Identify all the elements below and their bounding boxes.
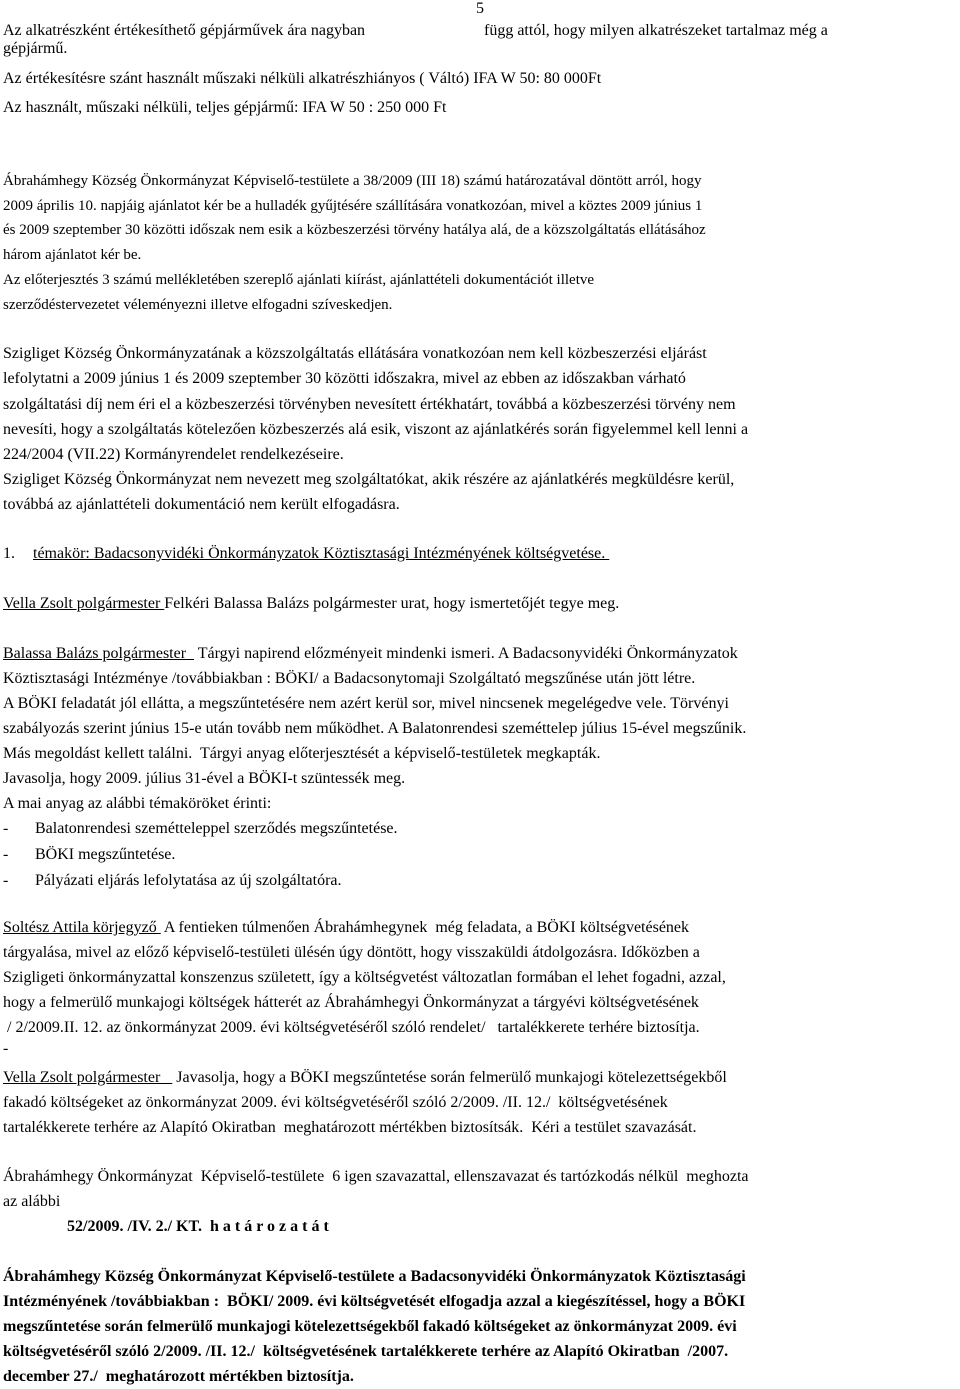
speaker-vella-2: Vella Zsolt polgármester <box>3 1069 173 1086</box>
stray-dash: - <box>3 1040 9 1057</box>
speaker-soltesz: Soltész Attila körjegyző <box>3 919 161 936</box>
p6-line: fakadó költségeket az önkormányzat 2009. évi költségvetéséről szóló 2/2009. /II. 12./ költségvetésének <box>3 1094 668 1111</box>
p4-line: Javasolja, hogy 2009. július 31-ével a BÖKI-t szüntessék meg. <box>3 770 406 787</box>
p5-line: tárgyalása, mivel az előző képviselő-testületi ülésén úgy döntött, hogy visszaküldi átdolgozásra. Időközben a <box>3 944 700 961</box>
p3-line <box>3 595 619 613</box>
resolution-line: december 27./ meghatározott mértékben biztosítja. <box>3 1368 354 1385</box>
p2-line: 224/2004 (VII.22) Kormányrendelet rendelkezéseire. <box>3 446 344 463</box>
speaker-balassa: Balassa Balázs polgármester <box>3 645 195 662</box>
bullet-item: - BÖKI megszűntetése. <box>3 846 176 863</box>
p3-text: Felkéri Balassa Balázs polgármester urat, hogy ismertetőjét tegye meg. <box>164 595 620 612</box>
vote-line-1: Ábrahámhegy Önkormányzat Képviselő-testülete 6 igen szavazattal, ellenszavazat és tartózkodás nélkül meghozta <box>3 1168 749 1185</box>
p4-line: A mai anyag az alábbi témaköröket érinti: <box>3 795 272 812</box>
p6-line: tartalékkerete terhére az Alapító Okiratban meghatározott mértékben biztosítsák. Kéri a testület szavazását. <box>3 1119 697 1136</box>
p5-line: / 2/2009.II. 12. az önkormányzat 2009. évi költségvetéséről szóló rendelet/ tartalékkerete terhére biztosítja. <box>3 1019 700 1036</box>
topic-number: 1. <box>3 545 15 562</box>
bullet-item: - Pályázati eljárás lefolytatása az új szolgáltatóra. <box>3 872 342 889</box>
vote-line-2: az alábbi <box>3 1193 61 1210</box>
topic-heading <box>3 545 609 563</box>
bullet-text: Pályázati eljárás lefolytatása az új szolgáltatóra. <box>35 872 342 889</box>
top-line-2: gépjármű. <box>3 40 68 57</box>
topic-title: témakör: Badacsonyvidéki Önkormányzatok Köztisztasági Intézményének költségvetése. <box>33 545 610 562</box>
p1-line: Ábrahámhegy Község Önkormányzat Képviselő-testülete a 38/2009 (III 18) számú határozatával döntött arról, hogy <box>3 173 702 189</box>
p2-line: továbbá az ajánlattételi dokumentáció nem került elfogadásra. <box>3 496 400 513</box>
resolution-line: Intézményének /továbbiakban : BÖKI/ 2009. évi költségvetését elfogadja azzal a kiegészítéssel, hogy a BÖKI <box>3 1293 746 1310</box>
p6-first-line <box>3 1069 727 1087</box>
p2-line: lefolytatni a 2009 június 1 és 2009 szeptember 30 közötti időszakra, mivel az ebben az időszakban várható <box>3 370 686 387</box>
p2-line: Szigliget Község Önkormányzat nem nevezett meg szolgáltatókat, akik részére az ajánlatkérés megküldésre kerül, <box>3 471 735 488</box>
p1-line: három ajánlatot kér be. <box>3 247 142 263</box>
p5-first-line <box>3 919 689 937</box>
bullet-item: - Balatonrendesi szeméttelеppel szerződés megszűntetése. <box>3 820 398 837</box>
p4-line: Más megoldást kellett találni. Tárgyi anyag előterjesztését a képviselő-testületek megkapták. <box>3 745 601 762</box>
resolution-number: 52/2009. /IV. 2./ KT. <box>67 1218 202 1235</box>
resolution-line: költségvetéséről szóló 2/2009. /II. 12./ költségvetésének tartalékkerete terhére az Alapító Okiratban /2007. <box>3 1343 729 1360</box>
p5-line: Szigligeti önkormányzattal konszenzus született, így a költségvetést változatlan formában el lehet fogadni, azzal, <box>3 969 726 986</box>
p4-line: A BÖKI feladatát jól ellátta, a megszűntetésére nem azért kerül sor, mivel nincsenek megelégedve vele. Törvényi <box>3 695 729 712</box>
p1-line: szerződéstervezetet véleményezni illetve elfogadni szíveskedjen. <box>3 297 393 313</box>
bullet-text: Balatonrendesi szeméttelеppel szerződés megszűntetése. <box>35 820 398 837</box>
p5-first-text: A fentieken túlmenően Ábrahámhegynek még feladata, a BÖKI költségvetésének <box>160 919 690 936</box>
p6-first-text: Javasolja, hogy a BÖKI megszűntetése során felmerülő munkajogi kötelezettségekből <box>172 1069 727 1086</box>
p5-line: hogy a felmerülő munkajogi költségek hátterét az Ábrahámhegyi Önkormányzat a tárgyévi költségvetésének <box>3 994 699 1011</box>
p1-line: és 2009 szeptember 30 közötti időszak nem esik a közbeszerzési törvény hatálya alá, de a közszolgáltatás ellátásához <box>3 222 706 238</box>
p4-line: szabályozás szerint június 15-e után tovább nem működhet. A Balatonrendesi szeméttelep július 15-ével megszűnik. <box>3 720 747 737</box>
top-line-1-left: Az alkatrészként értékesíthető gépjárművek ára nagyban <box>3 22 366 39</box>
top-line-1-right: függ attól, hogy milyen alkatrészeket tartalmaz még a <box>484 22 828 39</box>
top-line-4: Az használt, műszaki nélküli, teljes gépjármű: IFA W 50 : 250 000 Ft <box>3 99 447 116</box>
resolution-line: megszűntetése során felmerülő munkajogi kötelezettségekből fakadó költségeket az önkormányzat 2009. évi <box>3 1318 737 1335</box>
bullet-text: BÖKI megszűntetése. <box>35 846 176 863</box>
p4-first-line <box>3 645 738 663</box>
p2-line: Szigliget Község Önkormányzatának a közszolgáltatás ellátására vonatkozóan nem kell közbeszerzési eljárást <box>3 345 707 362</box>
page-number: 5 <box>476 0 484 17</box>
p4-first-text: Tárgyi napirend előzményeit mindenki ismeri. A Badacsonyvidéki Önkormányzatok <box>194 645 738 662</box>
p4-line: Köztisztasági Intézménye /továbbiakban : BÖKI/ a Badacsonytomaji Szolgáltató megszűnése után jött létre. <box>3 670 696 687</box>
top-line-3: Az értékesítésre szánt használt műszaki nélküli alkatrészhiányos ( Váltó) IFA W 50: 80 000Ft <box>3 70 602 87</box>
resolution-word: h a t á r o z a t á t <box>209 1218 329 1235</box>
resolution-heading <box>3 1218 329 1236</box>
speaker-vella: Vella Zsolt polgármester <box>3 595 165 612</box>
p2-line: nevesíti, hogy a szolgáltatás kötelezően közbeszerzés alá esik, viszont az ajánlatkérés során figyelemmel kell lenni a <box>3 421 749 438</box>
p1-line: Az előterjesztés 3 számú mellékletében szereplő ajánlati kiírást, ajánlattételi dokumentációt illetve <box>3 272 595 288</box>
p1-line: 2009 április 10. napjáig ajánlatot kér be a hulladék gyűjtésére szállítására vonatkozóan, mivel a köztes 2009 június 1 <box>3 198 703 214</box>
p2-line: szolgáltatási díj nem éri el a közbeszerzési törvényben nevesített értékhatárt, továbbá a közbeszerzési törvény nem <box>3 396 736 413</box>
resolution-line: Ábrahámhegy Község Önkormányzat Képviselő-testülete a Badacsonyvidéki Önkormányzatok Köztisztasági <box>3 1268 746 1285</box>
